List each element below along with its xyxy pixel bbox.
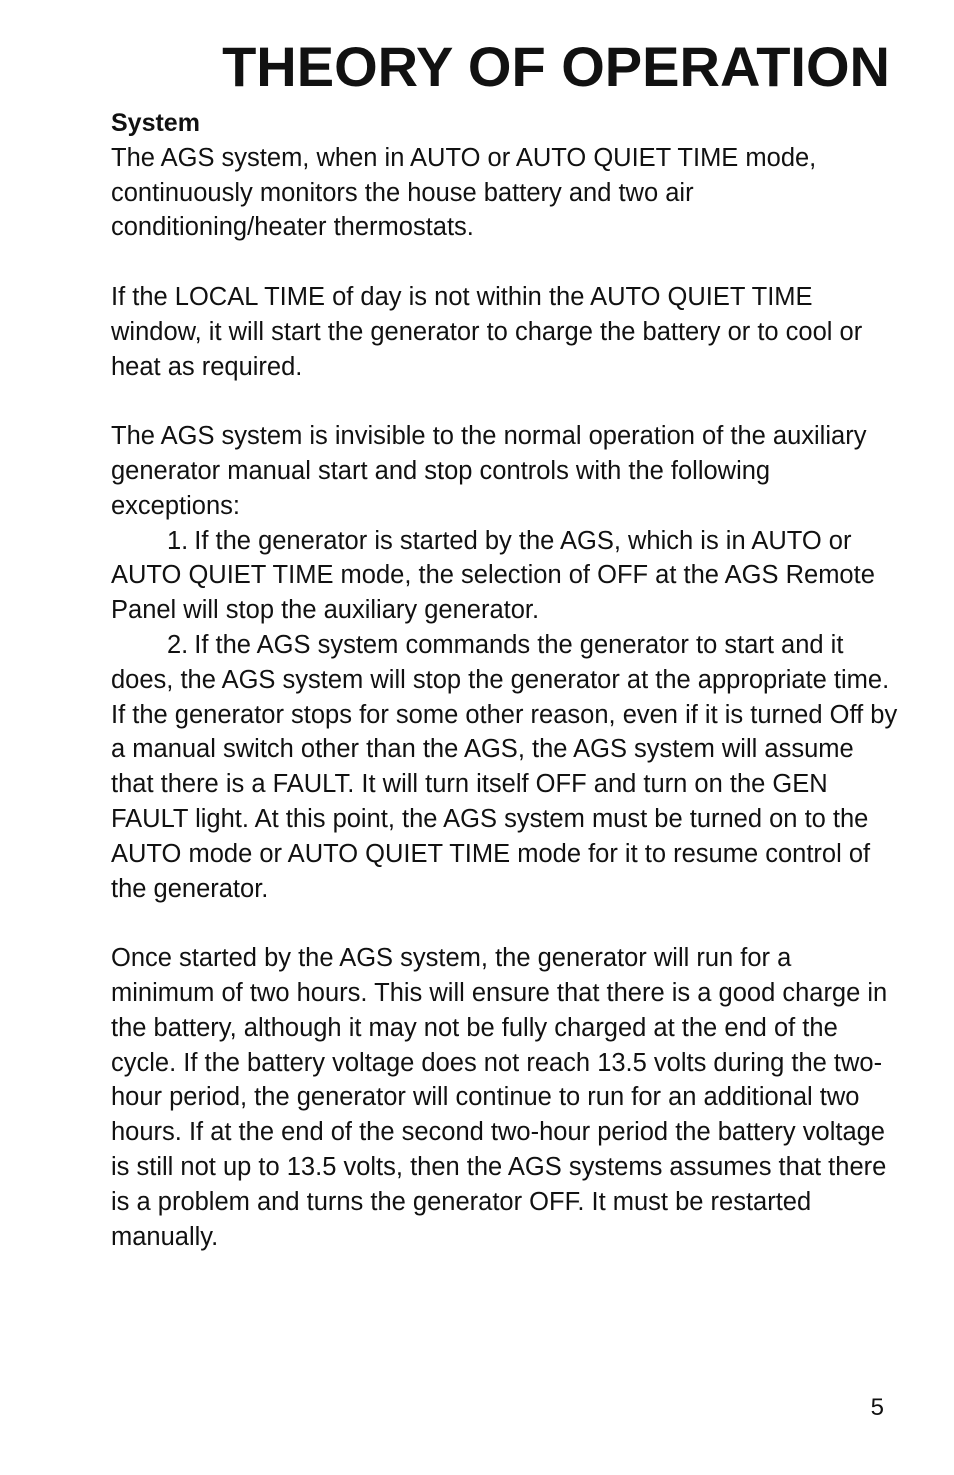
- paragraph-local-time: If the LOCAL TIME of day is not within the AUTO QUIET TIME window, it will start the generator to charge the battery or to cool or heat as required.: [111, 282, 863, 381]
- paragraph-spacer: [111, 906, 901, 941]
- list-number: 1.: [167, 526, 189, 555]
- paragraph-run-cycle: Once started by the AGS system, the generator will run for a minimum of two hours. This will ensure that there is a good charge in the battery, although it may not be fully charged at the end of the cycle. If the battery voltage does not reach 13.5 volts during the two-hour period, the generator will continue to run for an additional two hours. If at the end of the second two-hour period the battery voltage is still not up to 13.5 volts, then the AGS systems assumes that there is a problem and turns the generator OFF. It must be restarted manually.: [111, 944, 888, 1251]
- paragraph-exceptions-intro: The AGS system is invisible to the normal operation of the auxiliary generator manual start and stop controls with the following exceptions:: [111, 422, 867, 520]
- paragraph-spacer: [111, 245, 901, 280]
- list-item-text: If the generator is started by the AGS, which is in AUTO or AUTO QUIET TIME mode, the selection of OFF at the AGS Remote Panel will stop the auxiliary generator.: [111, 526, 875, 625]
- page-number: 5: [870, 1394, 884, 1421]
- list-number: 2.: [167, 630, 189, 659]
- exception-item-1: [111, 524, 901, 628]
- paragraph-spacer: [111, 384, 901, 419]
- section-heading: System: [111, 109, 200, 137]
- page-content: [111, 106, 901, 1254]
- exception-item-2: [111, 628, 901, 906]
- paragraph-monitoring: The AGS system, when in AUTO or AUTO QUIET TIME mode, continuously monitors the house battery and two air conditioning/heater thermostats.: [111, 143, 817, 242]
- page-title: THEORY OF OPERATION: [222, 35, 890, 98]
- list-item-text: If the AGS system commands the generator to start and it does, the AGS system will stop the generator at the appropriate time. If the generator stops for some other reason, even if it is turned Off by a manual switch other than the AGS, the AGS system will assume that there is a FAULT. It will turn itself OFF and turn on the GEN FAULT light. At this point, the AGS system must be turned on to the AUTO mode or AUTO QUIET TIME mode for it to resume control of the generator.: [111, 630, 898, 903]
